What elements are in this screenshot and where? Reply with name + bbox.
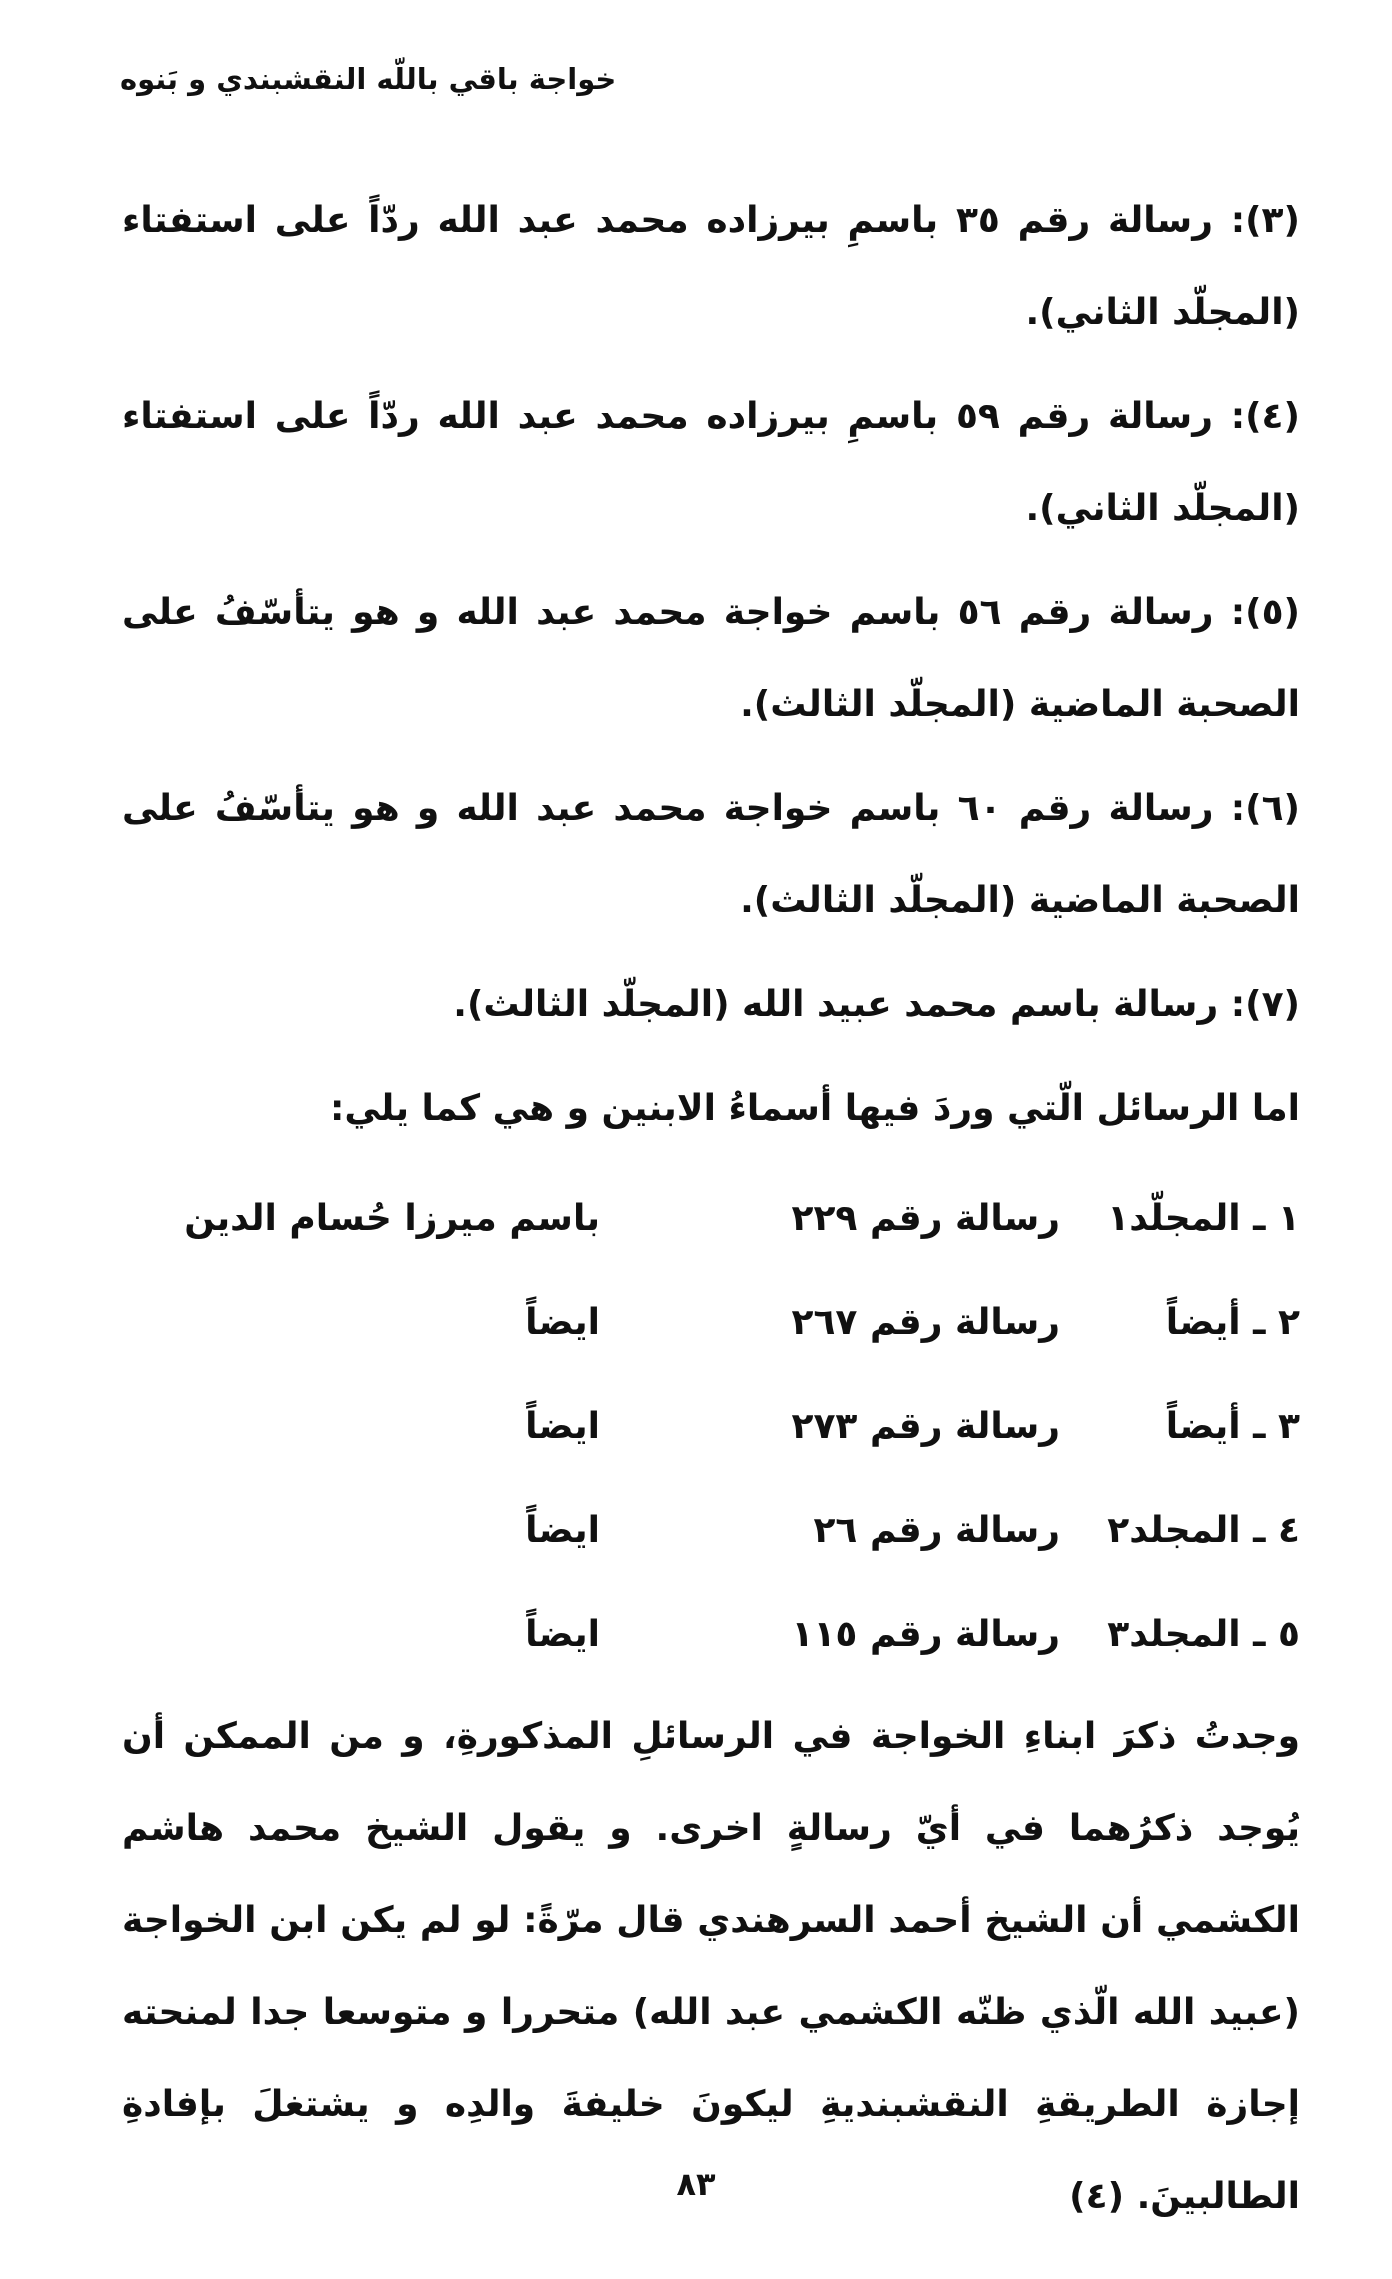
letter-entry-5: (٥): رسالة رقم ٥٦ باسم خواجة محمد عبد الله و هو يتأسّفُ على الصحبة الماضية (المجلّد الثالث). [122,592,1300,725]
volume-cell: ٣ ـ أيضاً [1165,1406,1300,1447]
letter-number-cell: رسالة رقم ١١٥ [791,1614,1060,1655]
letter-number-cell: رسالة رقم ٢٦ [813,1510,1060,1551]
letter-number-cell: رسالة رقم ٢٢٩ [791,1198,1060,1239]
recipient-cell: ايضاً [525,1406,600,1447]
letters-intro: اما الرسائل الّتي وردَ فيها أسماءُ الابنين و هي كما يلي: [329,1088,1300,1129]
table-row [122,1583,1300,1687]
letter-number-cell: رسالة رقم ٢٧٣ [791,1406,1060,1447]
volume-cell: ١ ـ المجلّد١ [1107,1198,1300,1239]
running-head: خواجة باقي باللّه النقشبندي و بَنوه [120,62,617,96]
table-row [122,1479,1300,1583]
table-row [122,1271,1300,1375]
volume-cell: ٢ ـ أيضاً [1165,1302,1300,1343]
volume-cell: ٤ ـ المجلد٢ [1107,1510,1300,1551]
letter-number-cell: رسالة رقم ٢٦٧ [791,1302,1060,1343]
recipient-cell: ايضاً [525,1614,600,1655]
page-body [122,175,1300,2279]
recipient-cell: ايضاً [525,1302,600,1343]
recipient-cell: باسم ميرزا حُسام الدين [184,1198,600,1239]
table-row [122,1167,1300,1271]
recipient-cell: ايضاً [525,1510,600,1551]
letter-entry-7: (٧): رسالة باسم محمد عبيد الله (المجلّد الثالث). [453,984,1300,1025]
closing-paragraph: وجدتُ ذكرَ ابناءِ الخواجة في الرسائلِ المذكورةِ، و من الممكن أن يُوجد ذكرُهما في أيّ رسالةٍ اخرى. و يقول الشيخ محمد هاشم الكشمي أن الشيخ أحمد السرهندي قال مرّةً: لو لم يكن ابن الخواجة (عبيد الله الّذي ظنّه الكشمي عبد الله) متحررا و متوسعا جدا لمنحته إجازة الطريقةِ النقشبنديةِ ليكونَ خليفةَ والدِه و يشتغلَ بإفادةِ الطالبينَ. (٤) [122,1716,1300,2217]
volume-cell: ٥ ـ المجلد٣ [1107,1614,1300,1655]
table-row [122,1375,1300,1479]
page-number: ٨٣ [676,2165,716,2203]
letter-entry-4: (٤): رسالة رقم ٥٩ باسمِ بيرزاده محمد عبد الله ردّاً على استفتاء (المجلّد الثاني). [122,396,1300,529]
letter-entry-6: (٦): رسالة رقم ٦٠ باسم خواجة محمد عبد الله و هو يتأسّفُ على الصحبة الماضية (المجلّد الثالث). [122,788,1300,921]
letter-entry-3: (٣): رسالة رقم ٣٥ باسمِ بيرزاده محمد عبد الله ردّاً على استفتاء (المجلّد الثاني). [122,200,1300,333]
letters-table [122,1167,1300,1687]
